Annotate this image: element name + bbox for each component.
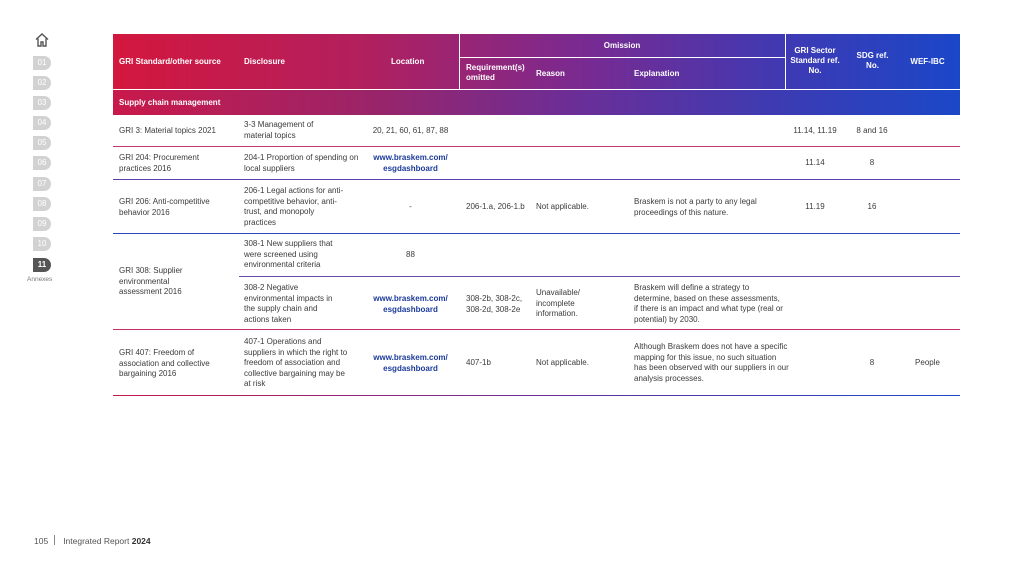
- cell-reason: Unavailable/ incomplete information.: [536, 288, 581, 318]
- row-divider: [113, 329, 960, 331]
- gri-table: [113, 34, 960, 397]
- cell-requirements: 407-1b: [466, 358, 491, 367]
- nav-chapter-10[interactable]: 10: [33, 237, 51, 251]
- cell-location-link[interactable]: www.braskem.com/ esgdashboard: [373, 353, 448, 373]
- row-divider: [239, 276, 960, 277]
- cell-disclosure: 308-1 New suppliers that were screened using environmental criteria: [244, 239, 333, 269]
- nav-chapter-08[interactable]: 08: [33, 197, 51, 211]
- page-number: 105: [34, 536, 49, 546]
- section-title: Supply chain management: [113, 90, 960, 115]
- cell-sector: 11.19: [805, 202, 825, 211]
- cell-disclosure: 407-1 Operations and suppliers in which the right to freedom of association and collective bargaining may be at risk: [244, 337, 348, 388]
- cell-source: GRI 407: Freedom of association and collective bargaining 2016: [119, 348, 210, 378]
- cell-reason: Not applicable.: [536, 202, 589, 211]
- cell-explanation: Although Braskem does not have a specific mapping for this issue, no such situation has been observed with our suppliers in our analysis processes.: [634, 342, 789, 383]
- cell-wef: People: [915, 358, 940, 367]
- cell-location-link[interactable]: www.braskem.com/ esgdashboard: [373, 294, 448, 314]
- row-divider: [113, 233, 960, 235]
- nav-annex-label: Annexes: [27, 276, 53, 283]
- report-title: Integrated Report: [63, 536, 130, 546]
- home-icon[interactable]: [34, 32, 50, 48]
- header-sector: GRI Sector Standard ref. No.: [790, 46, 840, 75]
- nav-chapter-09[interactable]: 09: [33, 217, 51, 231]
- table-header: [113, 34, 960, 89]
- header-location: Location: [391, 57, 425, 66]
- header-disclosure: Disclosure: [244, 57, 285, 66]
- header-divider: [785, 34, 786, 89]
- header-requirements: Requirement(s) omitted: [466, 63, 525, 82]
- footer-divider: [54, 535, 55, 545]
- cell-source: GRI 3: Material topics 2021: [119, 126, 216, 135]
- nav-chapter-04[interactable]: 04: [33, 116, 51, 130]
- table-row-group: [113, 235, 960, 331]
- cell-requirements: 206-1.a, 206-1.b: [466, 202, 525, 211]
- table-row: [113, 331, 960, 397]
- cell-source: GRI 308: Supplier environmental assessment 2016: [119, 266, 183, 296]
- nav-chapter-01[interactable]: 01: [33, 56, 51, 70]
- cell-source: GRI 206: Anti-competitive behavior 2016: [119, 197, 210, 217]
- cell-disclosure: 204-1 Proportion of spending on local suppliers: [244, 153, 359, 173]
- table-row: [113, 147, 960, 181]
- nav-chapter-06[interactable]: 06: [33, 156, 51, 170]
- cell-location-link[interactable]: www.braskem.com/ esgdashboard: [373, 153, 448, 173]
- cell-sdg: 8 and 16: [856, 126, 888, 135]
- nav-chapter-05[interactable]: 05: [33, 136, 51, 150]
- header-sdg: SDG ref. No.: [856, 51, 889, 70]
- cell-sector: 11.14, 11.19: [793, 126, 837, 135]
- cell-explanation: Braskem will define a strategy to determine, based on these assessments, if there is an impact and what type (real or potential) by 2030.: [634, 283, 783, 324]
- cell-requirements: 308-2b, 308-2c, 308-2d, 308-2e: [466, 294, 523, 314]
- cell-reason: Not applicable.: [536, 358, 589, 367]
- nav-chapter-07[interactable]: 07: [33, 177, 51, 191]
- header-wef: WEF-IBC: [910, 57, 945, 66]
- nav-chapter-02[interactable]: 02: [33, 76, 51, 90]
- cell-disclosure: 3-3 Management of material topics: [244, 120, 314, 140]
- cell-disclosure: 308-2 Negative environmental impacts in the supply chain and actions taken: [244, 283, 333, 324]
- cell-sdg: 16: [867, 202, 877, 211]
- table-row: [113, 115, 960, 147]
- cell-location: -: [409, 202, 412, 211]
- cell-sector: 11.14: [805, 158, 825, 167]
- cell-disclosure: 206-1 Legal actions for anti-competitive behavior, anti-trust, and monopoly practices: [244, 186, 344, 227]
- header-source: GRI Standard/other source: [119, 57, 221, 66]
- page-footer: [34, 535, 151, 546]
- table-row: [113, 181, 960, 235]
- row-divider: [113, 395, 960, 397]
- cell-sdg: 8: [869, 158, 875, 167]
- header-omission: Omission: [603, 41, 641, 50]
- cell-source: GRI 204: Procurement practices 2016: [119, 153, 200, 173]
- header-divider: [459, 57, 785, 58]
- cell-location: 20, 21, 60, 61, 87, 88: [372, 126, 449, 135]
- nav-chapter-11[interactable]: 11: [33, 258, 51, 272]
- report-year: 2024: [131, 536, 151, 546]
- cell-explanation: Braskem is not a party to any legal proceedings of this nature.: [634, 197, 757, 217]
- header-explanation: Explanation: [634, 69, 680, 78]
- cell-sdg: 8: [869, 358, 875, 367]
- nav-chapter-03[interactable]: 03: [33, 96, 51, 110]
- cell-location: 88: [406, 250, 415, 259]
- header-reason: Reason: [536, 69, 565, 78]
- row-divider: [113, 179, 960, 181]
